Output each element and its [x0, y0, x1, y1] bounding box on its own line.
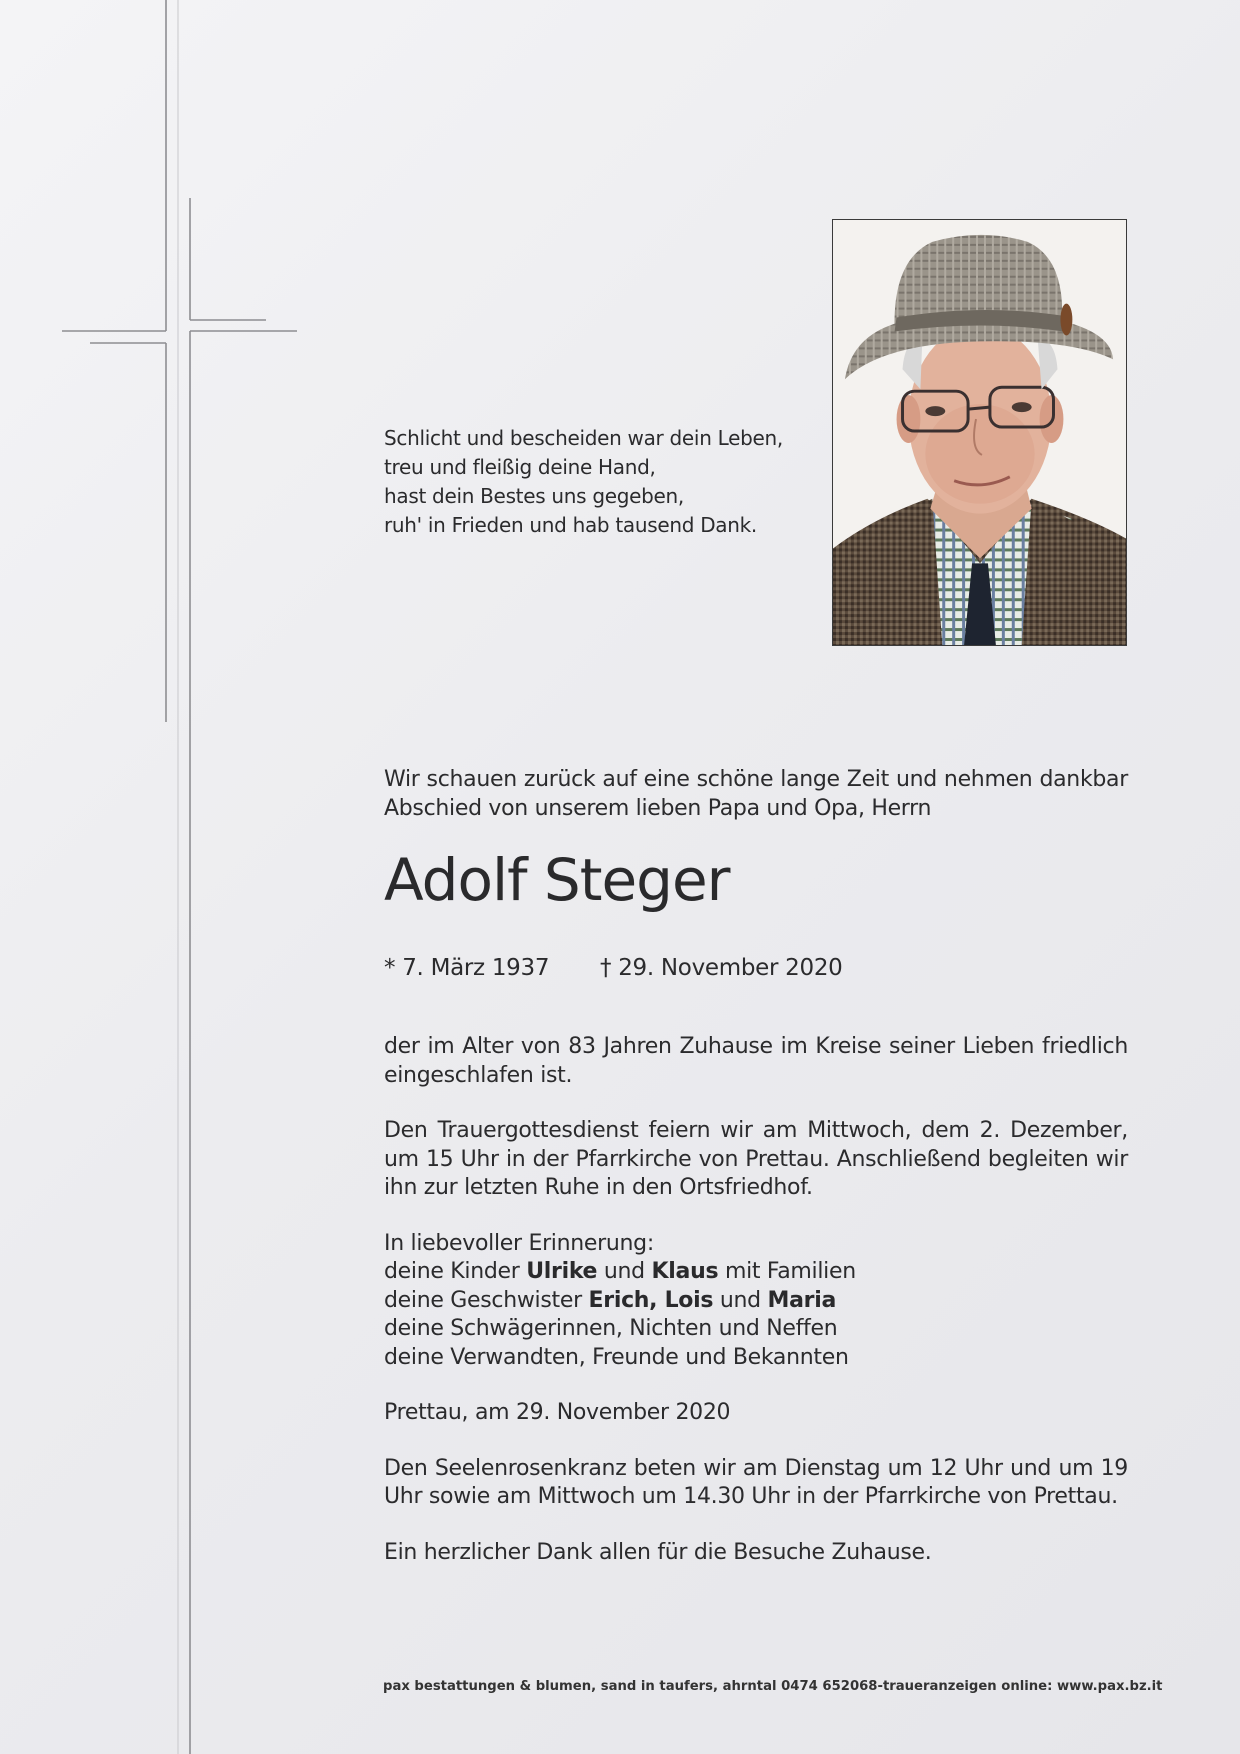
cross-icon	[0, 0, 320, 1754]
mourners-in-laws: deine Schwägerinnen, Nichten und Neffen	[384, 1316, 838, 1341]
deceased-name: Adolf Steger	[384, 846, 730, 914]
funeral-text: Den Trauergottesdienst feiern wir am Mittwoch, dem 2. Dezember, um 15 Uhr in der Pfarrkirche von Prettau. Anschließend begleiten wir ihn zur letzten Ruhe in den Ortsfriedhof.	[384, 1118, 1128, 1200]
poem-line: ruh' in Frieden und hab tausend Dank.	[384, 513, 757, 537]
child-name: Ulrike	[526, 1259, 598, 1284]
siblings-prefix: deine Geschwister	[384, 1287, 582, 1313]
footer-funeral-home: pax bestattungen & blumen, sand in taufers, ahrntal 0474 652068-traueranzeigen online: www.pax.bz.it	[383, 1679, 1163, 1694]
thanks-text: Ein herzlicher Dank allen für die Besuche Zuhause.	[384, 1539, 932, 1565]
child-name: Klaus	[651, 1259, 719, 1284]
portrait-image	[833, 220, 1126, 645]
mourners-siblings	[384, 1287, 1128, 1316]
age-text: der im Alter von 83 Jahren Zuhause im Kreise seiner Lieben friedlich eingeschlafen ist.	[384, 1034, 1128, 1088]
mourners-relatives: deine Verwandten, Freunde und Bekannten	[384, 1344, 849, 1370]
children-suffix: mit Familien	[724, 1259, 856, 1284]
poem-line: treu und fleißig deine Hand,	[384, 455, 656, 479]
place-date: Prettau, am 29. November 2020	[384, 1400, 731, 1425]
poem-line: hast dein Bestes uns gegeben,	[384, 484, 684, 508]
poem-line: Schlicht und bescheiden war dein Leben,	[384, 426, 783, 450]
sibling-names: Erich, Lois	[588, 1287, 714, 1313]
rosary-text: Den Seelenrosenkranz beten wir am Dienstag um 12 Uhr und um 19 Uhr sowie am Mittwoch um 14.30 Uhr in der Pfarrkirche von Prettau.	[384, 1455, 1128, 1509]
mourners-heading: In liebevoller Erinnerung:	[384, 1230, 654, 1256]
obituary-body	[384, 766, 1128, 1567]
mourners-children	[384, 1258, 1128, 1287]
children-prefix: deine Kinder	[384, 1259, 520, 1284]
birth-date: * 7. März 1937	[384, 955, 550, 981]
death-date: † 29. November 2020	[600, 955, 843, 981]
mourners-list	[384, 1230, 1128, 1373]
portrait-photo	[832, 219, 1127, 646]
sibling-name: Maria	[767, 1287, 836, 1313]
memorial-poem	[384, 424, 784, 540]
conjunction: und	[603, 1259, 645, 1284]
intro-text: Wir schauen zurück auf eine schöne lange Zeit und nehmen dankbar Abschied von unserem lieben Papa und Opa, Herrn	[384, 767, 1128, 821]
conjunction: und	[719, 1287, 761, 1313]
life-dates	[384, 953, 1128, 983]
